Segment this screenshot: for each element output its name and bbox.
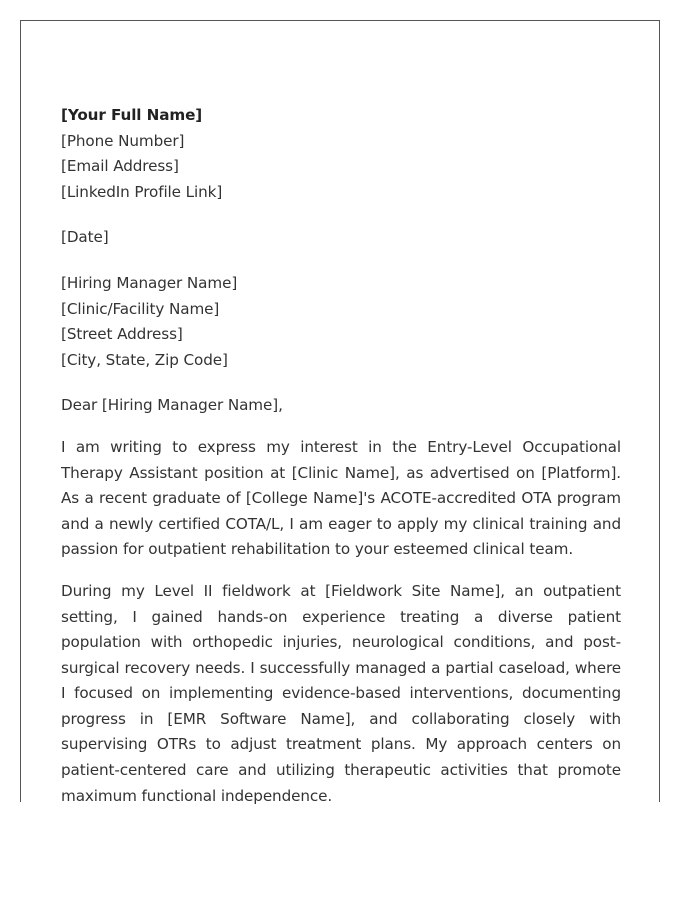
recipient-city-state-zip: [City, State, Zip Code] bbox=[61, 350, 228, 369]
salutation-block bbox=[61, 393, 621, 419]
sender-block bbox=[61, 103, 621, 205]
salutation: Dear [Hiring Manager Name], bbox=[61, 396, 283, 415]
letter-body bbox=[61, 103, 621, 809]
sender-email: [Email Address] bbox=[61, 157, 179, 176]
recipient-street: [Street Address] bbox=[61, 325, 183, 344]
body-paragraph-2: During my Level II fieldwork at [Fieldwork Site Name], an outpatient setting, I gained hands-on experience treating a diverse patient population with orthopedic injuries, neurological conditions, and post-surgical recovery needs. I successfully managed a partial caseload, where I focused on implementing evidence-based interventions, documenting progress in [EMR Software Name], and collaborating closely with supervising OTRs to adjust treatment plans. My approach centers on patient-centered care and utilizing therapeutic activities that promote maximum functional independence. bbox=[61, 581, 621, 805]
sender-full-name: [Your Full Name] bbox=[61, 106, 203, 124]
sender-linkedin: [LinkedIn Profile Link] bbox=[61, 182, 223, 201]
body-paragraph-1: I am writing to express my interest in the Entry-Level Occupational Therapy Assistant position at [Clinic Name], as advertised on [Platform]. As a recent graduate of [College Name]'s ACOTE-accredited OTA program and a newly certified COTA/L, I am eager to apply my clinical training and passion for outpatient rehabilitation to your esteemed clinical team. bbox=[61, 437, 621, 559]
recipient-block bbox=[61, 271, 621, 373]
recipient-facility: [Clinic/Facility Name] bbox=[61, 299, 220, 318]
letter-page bbox=[20, 20, 660, 805]
letter-date: [Date] bbox=[61, 228, 109, 247]
sender-phone: [Phone Number] bbox=[61, 131, 185, 150]
recipient-manager-name: [Hiring Manager Name] bbox=[61, 273, 238, 292]
date-block bbox=[61, 225, 621, 251]
